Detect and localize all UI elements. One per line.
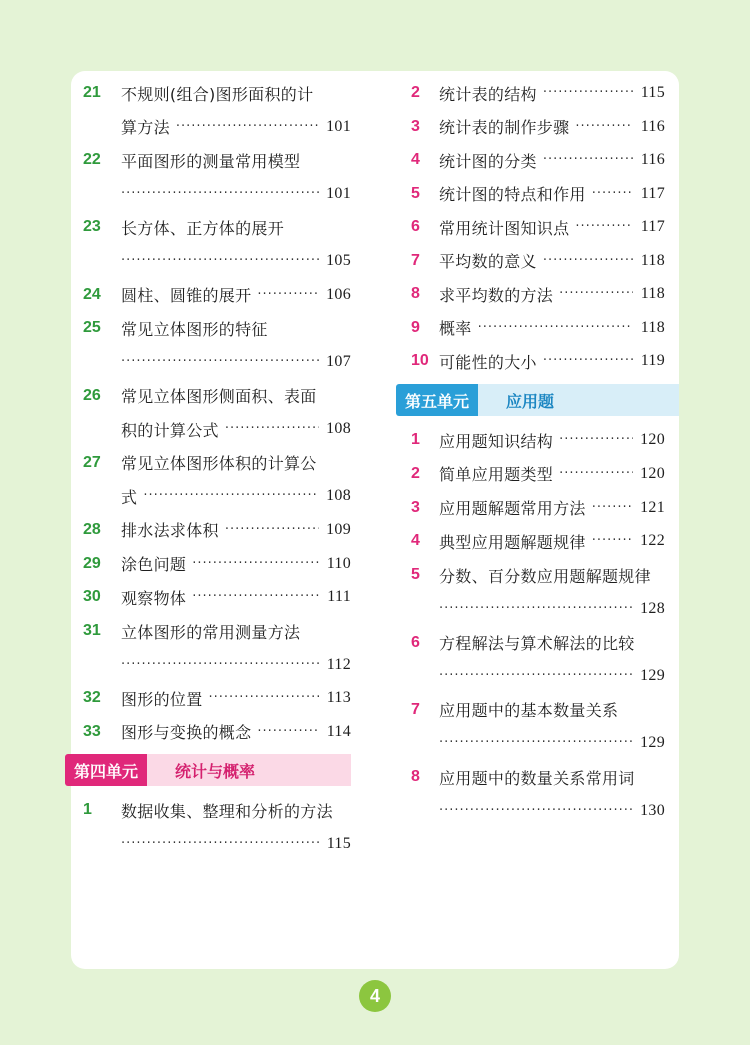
- toc-entry-number: 7: [411, 700, 420, 718]
- toc-entry-line: [121, 415, 351, 443]
- toc-entry[interactable]: [71, 314, 351, 381]
- toc-entry-number: 2: [411, 464, 420, 482]
- toc-entry-page: 111: [327, 588, 351, 606]
- toc-entry-line: [121, 830, 351, 858]
- toc-entry[interactable]: [393, 426, 679, 460]
- toc-entry-number: 10: [411, 352, 429, 369]
- toc-entry-line: [439, 79, 665, 107]
- toc-entry[interactable]: [71, 583, 351, 617]
- toc-entry-line: [121, 550, 351, 578]
- toc-entry-title: 平面图形的测量常用模型: [121, 151, 301, 171]
- toc-entry-line: [439, 729, 665, 757]
- toc-entry-title: 统计表的制作步骤: [439, 118, 570, 137]
- toc-entry-title: 长方体、正方体的展开: [121, 218, 285, 238]
- toc-entry-line: [121, 113, 351, 141]
- toc-entry-title: 立体图形的常用测量方法: [121, 622, 301, 642]
- toc-entry-title: 数据收集、整理和分析的方法: [121, 801, 333, 821]
- toc-entry[interactable]: [393, 696, 679, 763]
- toc-entry[interactable]: [393, 460, 679, 494]
- toc-entry-page: 118: [640, 285, 665, 302]
- toc-entry-number: 27: [83, 453, 101, 471]
- toc-entry-page: 122: [640, 532, 665, 550]
- toc-entry[interactable]: [71, 213, 351, 280]
- leader-dots: [592, 180, 633, 208]
- toc-entry-line: [439, 213, 665, 241]
- toc-entry-line: [439, 314, 665, 342]
- toc-entry-line: [121, 180, 351, 208]
- toc-entry-page: 117: [640, 184, 665, 202]
- leader-dots: [121, 180, 319, 208]
- toc-entry-line: [121, 796, 351, 824]
- leader-dots: [543, 247, 633, 275]
- leader-dots: [439, 662, 633, 690]
- leader-dots: [209, 684, 319, 712]
- toc-entry[interactable]: [71, 382, 351, 449]
- toc-entry-title: 可能性的大小: [439, 352, 537, 372]
- toc-entry-line: [439, 527, 665, 555]
- leader-dots: [575, 113, 633, 141]
- toc-entry-line: [121, 348, 351, 376]
- toc-entry-line: [439, 146, 665, 174]
- toc-entry-number: 2: [411, 84, 420, 101]
- leader-dots: [225, 516, 319, 544]
- toc-entry-page: 120: [640, 464, 665, 482]
- toc-entry[interactable]: [393, 494, 679, 528]
- toc-entry-line: [121, 382, 351, 410]
- toc-entry-title: 式: [121, 487, 138, 507]
- toc-entry-title: 概率: [439, 319, 472, 338]
- leader-dots: [592, 494, 633, 522]
- toc-entry[interactable]: [71, 146, 351, 213]
- leader-dots: [257, 281, 319, 309]
- leader-dots: [559, 280, 633, 308]
- toc-entry[interactable]: [71, 550, 351, 584]
- toc-entry-number: 3: [411, 117, 420, 135]
- toc-entry[interactable]: [393, 629, 679, 696]
- toc-entry[interactable]: [393, 561, 679, 628]
- toc-entry-page: 115: [640, 84, 665, 101]
- toc-entry-title: 涂色问题: [121, 555, 187, 575]
- toc-entry-page: 116: [640, 117, 665, 135]
- toc-entry-title: 圆柱、圆锥的展开: [121, 286, 252, 306]
- toc-entry-title: 统计图的分类: [439, 151, 537, 171]
- toc-entry-number: 29: [83, 554, 101, 572]
- toc-entry-title: 方程解法与算术解法的比较: [439, 634, 635, 653]
- toc-entry-number: 22: [83, 151, 101, 169]
- toc-entry[interactable]: [393, 213, 679, 247]
- toc-entry-number: 8: [411, 285, 420, 302]
- leader-dots: [225, 415, 319, 443]
- toc-entry-number: 5: [411, 566, 420, 584]
- toc-entry-line: [121, 146, 351, 174]
- leader-dots: [121, 247, 319, 275]
- leader-dots: [439, 797, 633, 825]
- toc-entry-page: 112: [326, 655, 351, 673]
- unit4-banner: [65, 754, 351, 786]
- toc-entry-number: 28: [83, 520, 101, 538]
- toc-entry-line: [121, 482, 351, 510]
- toc-entry-title: 分数、百分数应用题解题规律: [439, 566, 651, 586]
- toc-entry-line: [121, 213, 351, 241]
- leader-dots: [478, 314, 633, 342]
- toc-entry-number: 30: [83, 588, 101, 606]
- unit5-tag: 第五单元: [396, 384, 478, 416]
- toc-entry-title: 常用统计图知识点: [439, 218, 570, 238]
- toc-entry-line: [439, 113, 665, 141]
- toc-entry-page: 108: [326, 420, 351, 437]
- toc-entry-title: 排水法求体积: [121, 521, 219, 541]
- toc-entry-line: [121, 449, 351, 477]
- toc-entry-number: 26: [83, 386, 101, 404]
- toc-entry[interactable]: [71, 684, 351, 718]
- toc-entry-line: [121, 516, 351, 544]
- toc-entry-line: [439, 797, 665, 825]
- toc-entry-number: 1: [411, 431, 420, 448]
- leader-dots: [121, 651, 319, 679]
- leader-dots: [121, 830, 319, 858]
- toc-entry-line: [439, 595, 665, 623]
- toc-entry-title: 统计表的结构: [439, 84, 537, 104]
- toc-entry-title: 图形的位置: [121, 689, 203, 709]
- toc-entry-title: 应用题中的数量关系常用词: [439, 768, 635, 788]
- toc-entry-number: 23: [83, 218, 101, 236]
- toc-entry[interactable]: [393, 763, 679, 830]
- toc-entry-page: 129: [640, 734, 665, 752]
- toc-entry-line: [121, 617, 351, 645]
- toc-entry-title: 应用题知识结构: [439, 431, 554, 451]
- toc-entry-number: 9: [411, 318, 420, 336]
- toc-entry-number: 31: [83, 622, 101, 639]
- toc-entry-page: 109: [326, 520, 351, 538]
- toc-entry[interactable]: [393, 180, 679, 214]
- toc-entry-number: 5: [411, 184, 420, 202]
- toc-entry[interactable]: [393, 314, 679, 348]
- toc-entry-line: [439, 494, 665, 522]
- leader-dots: [543, 146, 633, 174]
- leader-dots: [543, 79, 633, 107]
- toc-entry-page: 128: [640, 599, 665, 617]
- toc-entry-line: [121, 684, 351, 712]
- toc-entry-line: [121, 247, 351, 275]
- toc-entry-page: 108: [326, 487, 351, 505]
- toc-entry-number: 7: [411, 251, 420, 269]
- toc-entry[interactable]: [71, 281, 351, 315]
- toc-entry[interactable]: [71, 79, 351, 146]
- toc-entry[interactable]: [393, 347, 679, 381]
- toc-entry-number: 24: [83, 285, 101, 303]
- toc-entry-line: [121, 718, 351, 746]
- leader-dots: [559, 460, 633, 488]
- toc-entry[interactable]: [71, 449, 351, 516]
- toc-entry-page: 110: [326, 554, 351, 572]
- unit5-title: 应用题: [478, 384, 679, 416]
- toc-entry-page: 120: [640, 431, 665, 448]
- leader-dots: [543, 347, 633, 375]
- toc-entry-number: 25: [83, 319, 101, 337]
- toc-entry-line: [439, 180, 665, 208]
- toc-entry[interactable]: [393, 280, 679, 314]
- unit4-tag: 第四单元: [65, 754, 147, 786]
- toc-entry-title: 观察物体: [121, 588, 187, 608]
- toc-entry-line: [439, 426, 665, 454]
- leader-dots: [439, 729, 633, 757]
- toc-entry-title: 算方法: [121, 118, 170, 137]
- leader-dots: [192, 583, 319, 611]
- toc-entry-title: 常见立体图形的特征: [121, 319, 268, 339]
- toc-entry-number: 3: [411, 498, 420, 516]
- toc-entry-title: 简单应用题类型: [439, 465, 554, 485]
- toc-entry-page: 105: [326, 251, 351, 269]
- toc-entry-line: [439, 280, 665, 308]
- unit4-title: 统计与概率: [147, 754, 351, 786]
- toc-entry-number: 32: [83, 689, 101, 707]
- toc-entry-page: 107: [326, 352, 351, 370]
- leader-dots: [592, 527, 633, 555]
- toc-entry-line: [439, 696, 665, 724]
- toc-entry-title: 典型应用题解题规律: [439, 532, 586, 552]
- toc-entry-page: 117: [640, 218, 665, 235]
- toc-entry-page: 118: [640, 318, 665, 336]
- toc-entry-line: [121, 281, 351, 309]
- toc-entry-line: [439, 247, 665, 275]
- toc-entry-line: [121, 314, 351, 342]
- leader-dots: [176, 113, 319, 141]
- toc-entry-number: 33: [83, 722, 101, 740]
- toc-entry-line: [121, 651, 351, 679]
- toc-entry-page: 101: [326, 117, 351, 135]
- toc-entry[interactable]: [393, 79, 679, 113]
- toc-entry-number: 6: [411, 218, 420, 235]
- toc-entry[interactable]: [393, 527, 679, 561]
- toc-entry-title: 不规则(组合)图形面积的计: [121, 84, 314, 104]
- toc-entry-title: 求平均数的方法: [439, 285, 554, 305]
- toc-entry-number: 8: [411, 768, 420, 786]
- toc-entry-line: [439, 561, 665, 589]
- toc-entry-page: 106: [326, 285, 351, 303]
- leader-dots: [192, 550, 319, 578]
- toc-entry-title: 应用题中的基本数量关系: [439, 701, 619, 721]
- toc-entry-page: 114: [326, 722, 351, 740]
- toc-entry-page: 116: [640, 151, 665, 168]
- toc-entry-line: [439, 629, 665, 657]
- page-number-badge: [359, 980, 391, 1012]
- toc-entry-line: [121, 79, 351, 107]
- toc-entry-title: 积的计算公式: [121, 420, 219, 440]
- toc-entry-title: 常见立体图形侧面积、表面: [121, 387, 317, 406]
- toc-entry-page: 118: [640, 251, 665, 269]
- toc-entry-number: 6: [411, 633, 420, 651]
- leader-dots: [439, 595, 633, 623]
- toc-entry-page: 101: [326, 184, 351, 202]
- toc-entry-title: 统计图的特点和作用: [439, 185, 586, 204]
- toc-entry-title: 平均数的意义: [439, 252, 537, 271]
- toc-entry-line: [121, 583, 351, 611]
- toc-entry-title: 常见立体图形体积的计算公: [121, 454, 317, 474]
- toc-entry-line: [439, 763, 665, 791]
- toc-entry-page: 130: [640, 801, 665, 819]
- toc-entry-line: [439, 347, 665, 375]
- toc-entry-title: 图形与变换的概念: [121, 723, 252, 743]
- toc-entry[interactable]: [393, 113, 679, 147]
- unit5-banner: [396, 384, 679, 416]
- toc-entry-number: 21: [83, 84, 101, 101]
- toc-entry-page: 119: [640, 352, 665, 369]
- toc-entry-title: 应用题解题常用方法: [439, 499, 586, 519]
- leader-dots: [143, 482, 319, 510]
- leader-dots: [559, 426, 633, 454]
- toc-entry-page: 113: [326, 689, 351, 707]
- toc-entry[interactable]: [71, 516, 351, 550]
- toc-entry-page: 121: [640, 498, 665, 516]
- toc-entry-number: 4: [411, 151, 420, 168]
- toc-entry[interactable]: [393, 146, 679, 180]
- page-number: 4: [369, 985, 380, 1006]
- toc-entry[interactable]: [71, 796, 351, 863]
- leader-dots: [121, 348, 319, 376]
- toc-entry-page: 115: [326, 834, 351, 852]
- toc-entry-line: [439, 460, 665, 488]
- toc-entry-number: 1: [83, 801, 92, 818]
- toc-entry[interactable]: [393, 247, 679, 281]
- toc-entry-number: 4: [411, 532, 420, 550]
- leader-dots: [257, 718, 319, 746]
- toc-entry-page: 129: [640, 667, 665, 684]
- toc-entry[interactable]: [71, 617, 351, 684]
- toc-entry-line: [439, 662, 665, 690]
- leader-dots: [575, 213, 633, 241]
- toc-entry[interactable]: [71, 718, 351, 752]
- toc-card: [71, 71, 679, 969]
